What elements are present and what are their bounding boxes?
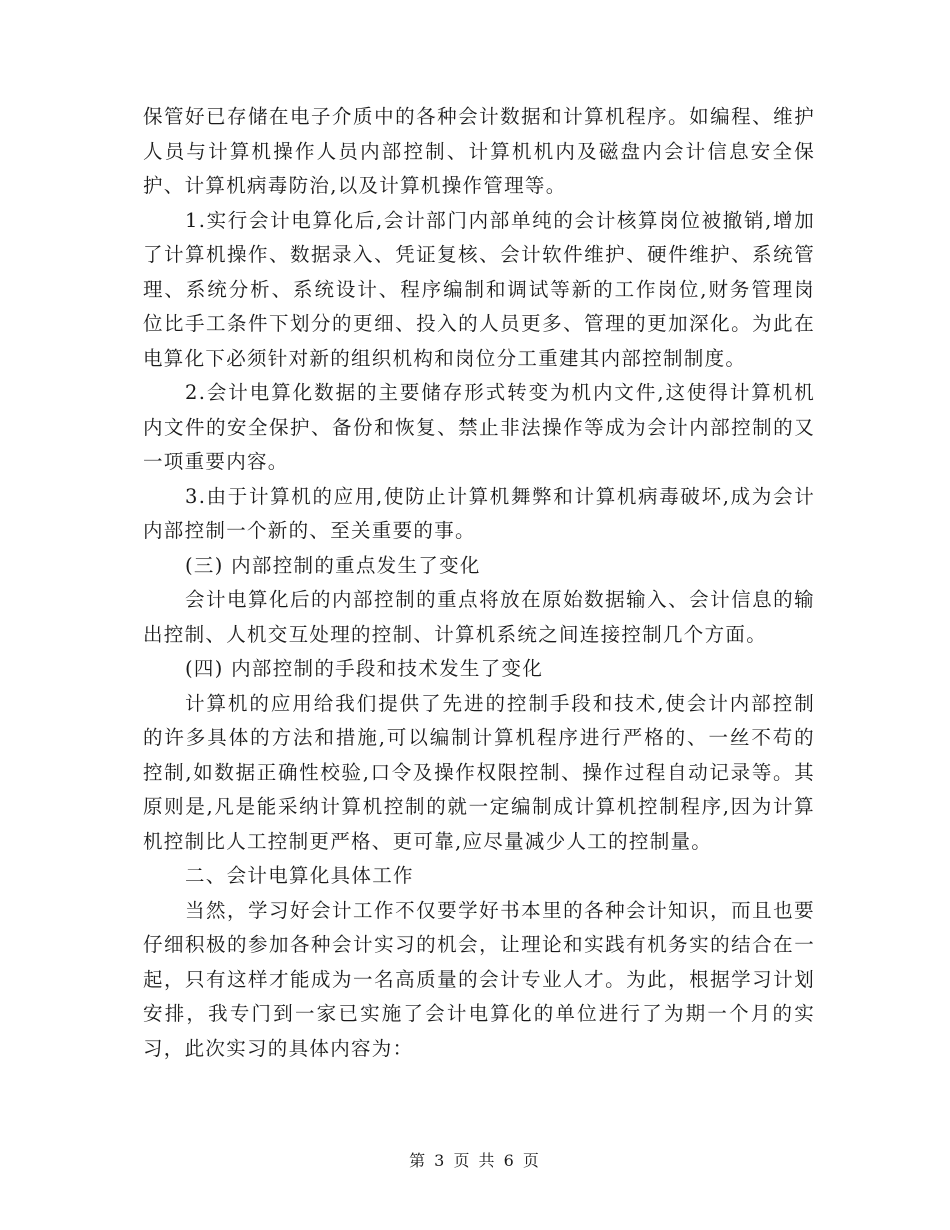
paragraph-point-3: 3.由于计算机的应用,使防止计算机舞弊和计算机病毒破坏,成为会计内部控制一个新的、至关重要的事。 [143,484,815,542]
paragraph-continuation: 保管好已存储在电子介质中的各种会计数据和计算机程序。如编程、维护人员与计算机操作人员内部控制、计算机机内及磁盘内会计信息安全保护、计算机病毒防治,以及计算机操作管理等。 [143,105,815,197]
paragraph-point-2: 2.会计电算化数据的主要储存形式转变为机内文件,这使得计算机机内文件的安全保护、备份和恢复、禁止非法操作等成为会计内部控制的又一项重要内容。 [143,381,815,473]
section-heading-3: (三) 内部控制的重点发生了变化 [185,553,481,577]
section-heading-4: (四) 内部控制的手段和技术发生了变化 [185,657,544,680]
document-body [143,100,815,1066]
paragraph-section-3: 会计电算化后的内部控制的重点将放在原始数据输入、会计信息的输出控制、人机交互处理的控制、计算机系统之间连接控制几个方面。 [143,588,815,646]
page-number-footer: 第 3 页 共 6 页 [409,1151,541,1170]
paragraph-point-1: 1.实行会计电算化后,会计部门内部单纯的会计核算岗位被撤销,增加了计算机操作、数据录入、凭证复核、会计软件维护、硬件维护、系统管理、系统分析、系统设计、程序编制和调试等新的工作岗位,财务管理岗位比手工条件下划分的更细、投入的人员更多、管理的更加深化。为此在电算化下必须针对新的组织机构和岗位分工重建其内部控制制度。 [143,208,815,370]
paragraph-internship: 当然，学习好会计工作不仅要学好书本里的各种会计知识，而且也要仔细积极的参加各种会计实习的机会，让理论和实践有机务实的结合在一起，只有这样才能成为一名高质量的会计专业人才。为此，根据学习计划安排，我专门到一家已实施了会计电算化的单位进行了为期一个月的实习，此次实习的具体内容为： [143,898,815,1060]
paragraph-section-4: 计算机的应用给我们提供了先进的控制手段和技术,使会计内部控制的许多具体的方法和措施,可以编制计算机程序进行严格的、一丝不苟的控制,如数据正确性校验,口令及操作权限控制、操作过程自动记录等。其原则是,凡是能采纳计算机控制的就一定编制成计算机控制程序,因为计算机控制比人工控制更严格、更可靠,应尽量减少人工的控制量。 [143,691,815,853]
section-heading-2: 二、会计电算化具体工作 [185,864,414,887]
